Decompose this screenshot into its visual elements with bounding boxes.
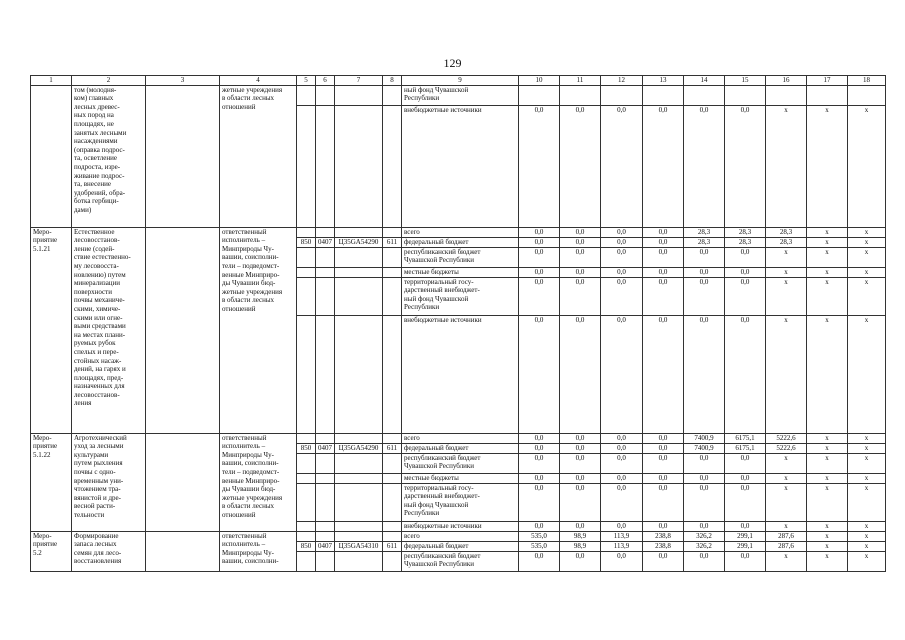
- executor-cell: ответственный исполнитель – Минприроды Чу- вашии, соисполни- тели – подведомст- венные Минприро- ды Чувашии бюд- жетные учреждения в области лесных отношений: [220, 227, 297, 433]
- budget-table: [30, 75, 886, 572]
- budget-code-cell: 611: [383, 443, 402, 453]
- column-number-16: 16: [766, 76, 807, 86]
- value-cell: x: [807, 521, 848, 531]
- column-number-18: 18: [848, 76, 886, 86]
- value-cell: 0,0: [725, 483, 766, 521]
- value-cell: 0,0: [519, 551, 560, 571]
- column-number-2: 2: [72, 76, 146, 86]
- value-cell: 0,0: [684, 453, 725, 473]
- value-cell: 0,0: [560, 247, 601, 267]
- code-cell: [316, 227, 335, 237]
- value-cell: 7400,9: [684, 433, 725, 443]
- value-cell: x: [848, 237, 886, 247]
- value-cell: [807, 85, 848, 105]
- value-cell: x: [766, 551, 807, 571]
- funding-source: всего: [402, 227, 519, 237]
- budget-code-cell: 611: [383, 237, 402, 247]
- value-cell: x: [807, 237, 848, 247]
- value-cell: 28,3: [684, 237, 725, 247]
- budget-code-cell: 611: [383, 541, 402, 551]
- value-cell: x: [807, 541, 848, 551]
- code-cell: [316, 453, 335, 473]
- col-3-empty: [146, 531, 220, 571]
- code-cell: [383, 315, 402, 433]
- value-cell: 0,0: [643, 443, 684, 453]
- code-cell: [335, 531, 383, 541]
- code-cell: [335, 453, 383, 473]
- code-cell: [335, 315, 383, 433]
- value-cell: 28,3: [725, 227, 766, 237]
- value-cell: 299,1: [725, 541, 766, 551]
- value-cell: 0,0: [643, 247, 684, 267]
- value-cell: 299,1: [725, 531, 766, 541]
- value-cell: 0,0: [725, 105, 766, 227]
- value-cell: 0,0: [601, 105, 643, 227]
- measure-name-cell: том (молодня- ком) главных лесных древес- ных пород на площадях, не занятых лесными насаждениями (оправка подрос- та, осветление подроста, изре- живание подрос- та, внесение удобрений, обра- ботка гербици- дами): [72, 85, 146, 227]
- code-cell: [316, 531, 335, 541]
- code-cell: [316, 105, 335, 227]
- value-cell: 0,0: [601, 277, 643, 315]
- col-1-empty: [31, 85, 72, 227]
- column-number-3: 3: [146, 76, 220, 86]
- funding-source: всего: [402, 531, 519, 541]
- column-number-9: 9: [402, 76, 519, 86]
- code-cell: [316, 473, 335, 483]
- value-cell: 326,2: [684, 531, 725, 541]
- column-number-17: 17: [807, 76, 848, 86]
- value-cell: 0,0: [725, 267, 766, 277]
- value-cell: 0,0: [601, 483, 643, 521]
- value-cell: 5222,6: [766, 433, 807, 443]
- value-cell: [766, 85, 807, 105]
- value-cell: [848, 85, 886, 105]
- funding-source: территориальный госу- дарственный внебюджет- ный фонд Чувашской Республики: [402, 277, 519, 315]
- value-cell: 238,8: [643, 541, 684, 551]
- value-cell: 28,3: [684, 227, 725, 237]
- measure-name-cell: Агротехнический уход за лесными культурами путем рыхления почвы с одно- временным уни- чтожением тра- вянистой и дре- весной расти- тельности: [72, 433, 146, 531]
- budget-code-cell: 850: [297, 541, 316, 551]
- value-cell: 98,9: [560, 541, 601, 551]
- code-cell: [297, 453, 316, 473]
- value-cell: 0,0: [519, 105, 560, 227]
- budget-code-cell: 0407: [316, 443, 335, 453]
- value-cell: x: [807, 551, 848, 571]
- funding-source: федеральный бюджет: [402, 541, 519, 551]
- funding-source: ный фонд Чувашской Республики: [402, 85, 519, 105]
- funding-source: внебюджетные источники: [402, 105, 519, 227]
- page-number: 129: [443, 56, 462, 70]
- code-cell: [297, 473, 316, 483]
- value-cell: [725, 85, 766, 105]
- code-cell: [383, 521, 402, 531]
- value-cell: 0,0: [725, 247, 766, 267]
- value-cell: 0,0: [601, 247, 643, 267]
- value-cell: 0,0: [684, 551, 725, 571]
- budget-code-cell: Ц35GA54310: [335, 541, 383, 551]
- measure-name-cell: Формирование запаса лесных семян для лесо- восстановления: [72, 531, 146, 571]
- code-cell: [383, 105, 402, 227]
- value-cell: x: [807, 473, 848, 483]
- col-3-empty: [146, 85, 220, 227]
- column-number-1: 1: [31, 76, 72, 86]
- value-cell: 0,0: [560, 277, 601, 315]
- value-cell: 0,0: [519, 483, 560, 521]
- value-cell: 28,3: [725, 237, 766, 247]
- column-number-14: 14: [684, 76, 725, 86]
- value-cell: 113,9: [601, 531, 643, 541]
- executor-cell: жетные учреждения в области лесных отношений: [220, 85, 297, 227]
- code-cell: [297, 483, 316, 521]
- code-cell: [316, 483, 335, 521]
- value-cell: 0,0: [643, 267, 684, 277]
- value-cell: 0,0: [519, 473, 560, 483]
- code-cell: [316, 277, 335, 315]
- value-cell: x: [848, 551, 886, 571]
- code-cell: [383, 433, 402, 443]
- value-cell: 0,0: [519, 247, 560, 267]
- value-cell: 98,9: [560, 531, 601, 541]
- code-cell: [297, 277, 316, 315]
- value-cell: 0,0: [560, 227, 601, 237]
- value-cell: 0,0: [560, 237, 601, 247]
- value-cell: [601, 85, 643, 105]
- value-cell: 0,0: [560, 551, 601, 571]
- code-cell: [335, 521, 383, 531]
- funding-source: всего: [402, 433, 519, 443]
- code-cell: [383, 483, 402, 521]
- code-cell: [297, 551, 316, 571]
- col-3-empty: [146, 433, 220, 531]
- value-cell: x: [766, 453, 807, 473]
- value-cell: 0,0: [560, 483, 601, 521]
- code-cell: [335, 227, 383, 237]
- value-cell: x: [848, 277, 886, 315]
- value-cell: 0,0: [601, 443, 643, 453]
- value-cell: 0,0: [560, 315, 601, 433]
- measure-number-cell: Меро- приятие 5.1.22: [31, 433, 72, 531]
- value-cell: 0,0: [519, 433, 560, 443]
- value-cell: 0,0: [684, 521, 725, 531]
- code-cell: [297, 247, 316, 267]
- code-cell: [316, 85, 335, 105]
- column-number-12: 12: [601, 76, 643, 86]
- value-cell: x: [848, 453, 886, 473]
- executor-cell: ответственный исполнитель – Минприроды Чу- вашии, соисполни-: [220, 531, 297, 571]
- budget-code-cell: 0407: [316, 541, 335, 551]
- code-cell: [383, 473, 402, 483]
- value-cell: 0,0: [601, 521, 643, 531]
- value-cell: 0,0: [643, 521, 684, 531]
- funding-source: республиканский бюджет Чувашской Республики: [402, 453, 519, 473]
- value-cell: 7400,9: [684, 443, 725, 453]
- value-cell: 0,0: [725, 551, 766, 571]
- code-cell: [316, 247, 335, 267]
- value-cell: x: [766, 483, 807, 521]
- funding-source: республиканский бюджет Чувашской Республики: [402, 247, 519, 267]
- column-number-13: 13: [643, 76, 684, 86]
- table-row: [31, 85, 886, 105]
- value-cell: 0,0: [519, 521, 560, 531]
- value-cell: [643, 85, 684, 105]
- budget-code-cell: Ц35GA54290: [335, 443, 383, 453]
- value-cell: x: [807, 277, 848, 315]
- value-cell: x: [807, 531, 848, 541]
- value-cell: x: [807, 105, 848, 227]
- value-cell: 0,0: [684, 267, 725, 277]
- budget-code-cell: 850: [297, 237, 316, 247]
- code-cell: [297, 227, 316, 237]
- code-cell: [383, 551, 402, 571]
- value-cell: [519, 85, 560, 105]
- code-cell: [297, 85, 316, 105]
- table-row: [31, 433, 886, 443]
- value-cell: 0,0: [643, 483, 684, 521]
- header-row: [31, 76, 886, 86]
- value-cell: 0,0: [643, 105, 684, 227]
- funding-source: местные бюджеты: [402, 473, 519, 483]
- value-cell: 0,0: [643, 473, 684, 483]
- value-cell: x: [807, 443, 848, 453]
- code-cell: [335, 85, 383, 105]
- value-cell: x: [848, 315, 886, 433]
- code-cell: [297, 267, 316, 277]
- budget-code-cell: 850: [297, 443, 316, 453]
- value-cell: 0,0: [560, 433, 601, 443]
- measure-number-cell: Меро- приятие 5.1.21: [31, 227, 72, 433]
- code-cell: [316, 433, 335, 443]
- column-number-11: 11: [560, 76, 601, 86]
- column-number-10: 10: [519, 76, 560, 86]
- measure-name-cell: Естественное лесовосстанов- ление (содей- ствие естественно- му лесовосста- новлению) путем минерализации поверхности почвы механиче- скими, химиче- скими или огне- выми средствами на местах плани- руемых рубок спелых и пере- стойных насаж- дений, на гарях и площадях, пред- назначенных для лесовосстанов- ления: [72, 227, 146, 433]
- value-cell: 0,0: [643, 277, 684, 315]
- value-cell: x: [848, 473, 886, 483]
- value-cell: x: [766, 315, 807, 433]
- code-cell: [335, 247, 383, 267]
- column-number-5: 5: [297, 76, 316, 86]
- value-cell: x: [848, 443, 886, 453]
- value-cell: 0,0: [725, 473, 766, 483]
- code-cell: [335, 433, 383, 443]
- value-cell: 0,0: [684, 105, 725, 227]
- value-cell: 0,0: [560, 267, 601, 277]
- value-cell: x: [807, 315, 848, 433]
- value-cell: x: [848, 531, 886, 541]
- funding-source: территориальный госу- дарственный внебюджет- ный фонд Чувашской Республики: [402, 483, 519, 521]
- value-cell: 0,0: [560, 453, 601, 473]
- value-cell: 0,0: [519, 237, 560, 247]
- code-cell: [316, 267, 335, 277]
- col-3-empty: [146, 227, 220, 433]
- value-cell: x: [848, 247, 886, 267]
- column-number-4: 4: [220, 76, 297, 86]
- value-cell: 535,0: [519, 531, 560, 541]
- funding-source: федеральный бюджет: [402, 237, 519, 247]
- executor-cell: ответственный исполнитель – Минприроды Чу- вашии, соисполни- тели – подведомст- венные Минприро- ды Чувашии бюд- жетные учреждения в области лесных отношений: [220, 433, 297, 531]
- code-cell: [335, 277, 383, 315]
- value-cell: 0,0: [560, 473, 601, 483]
- value-cell: x: [848, 227, 886, 237]
- value-cell: 0,0: [643, 227, 684, 237]
- value-cell: 0,0: [725, 277, 766, 315]
- funding-source: местные бюджеты: [402, 267, 519, 277]
- value-cell: 113,9: [601, 541, 643, 551]
- value-cell: 0,0: [519, 315, 560, 433]
- value-cell: x: [848, 267, 886, 277]
- code-cell: [335, 473, 383, 483]
- value-cell: 0,0: [684, 277, 725, 315]
- code-cell: [297, 521, 316, 531]
- value-cell: 0,0: [643, 237, 684, 247]
- value-cell: 0,0: [560, 443, 601, 453]
- value-cell: 28,3: [766, 237, 807, 247]
- code-cell: [383, 85, 402, 105]
- code-cell: [335, 267, 383, 277]
- code-cell: [335, 551, 383, 571]
- code-cell: [316, 521, 335, 531]
- value-cell: 0,0: [684, 315, 725, 433]
- value-cell: 0,0: [601, 473, 643, 483]
- value-cell: x: [848, 541, 886, 551]
- value-cell: x: [848, 105, 886, 227]
- value-cell: x: [807, 433, 848, 443]
- value-cell: 238,8: [643, 531, 684, 541]
- table-row: [31, 531, 886, 541]
- value-cell: x: [766, 473, 807, 483]
- code-cell: [316, 315, 335, 433]
- value-cell: x: [807, 247, 848, 267]
- value-cell: 0,0: [601, 227, 643, 237]
- value-cell: 0,0: [684, 473, 725, 483]
- value-cell: 0,0: [519, 267, 560, 277]
- value-cell: x: [848, 521, 886, 531]
- value-cell: 0,0: [601, 237, 643, 247]
- code-cell: [316, 551, 335, 571]
- budget-code-cell: Ц35GA54290: [335, 237, 383, 247]
- code-cell: [383, 227, 402, 237]
- column-number-8: 8: [383, 76, 402, 86]
- value-cell: x: [848, 483, 886, 521]
- value-cell: 0,0: [601, 433, 643, 443]
- value-cell: x: [766, 105, 807, 227]
- value-cell: x: [807, 483, 848, 521]
- funding-source: внебюджетные источники: [402, 521, 519, 531]
- measure-number-cell: Меро- приятие 5.2: [31, 531, 72, 571]
- value-cell: 287,6: [766, 531, 807, 541]
- value-cell: x: [766, 267, 807, 277]
- table-row: [31, 227, 886, 237]
- value-cell: 0,0: [684, 247, 725, 267]
- value-cell: 0,0: [684, 483, 725, 521]
- code-cell: [383, 267, 402, 277]
- value-cell: 0,0: [725, 315, 766, 433]
- value-cell: x: [807, 267, 848, 277]
- value-cell: x: [848, 433, 886, 443]
- value-cell: 28,3: [766, 227, 807, 237]
- value-cell: x: [807, 453, 848, 473]
- value-cell: 0,0: [643, 551, 684, 571]
- column-number-7: 7: [335, 76, 383, 86]
- value-cell: 0,0: [643, 453, 684, 473]
- value-cell: 5222,6: [766, 443, 807, 453]
- funding-source: республиканский бюджет Чувашской Республики: [402, 551, 519, 571]
- value-cell: [560, 85, 601, 105]
- code-cell: [297, 315, 316, 433]
- value-cell: 0,0: [519, 443, 560, 453]
- column-number-15: 15: [725, 76, 766, 86]
- code-cell: [335, 483, 383, 521]
- value-cell: 6175,1: [725, 443, 766, 453]
- value-cell: 535,0: [519, 541, 560, 551]
- value-cell: 326,2: [684, 541, 725, 551]
- code-cell: [297, 433, 316, 443]
- value-cell: 6175,1: [725, 433, 766, 443]
- value-cell: 0,0: [725, 521, 766, 531]
- funding-source: внебюджетные источники: [402, 315, 519, 433]
- code-cell: [383, 453, 402, 473]
- value-cell: 0,0: [643, 315, 684, 433]
- value-cell: 0,0: [560, 105, 601, 227]
- value-cell: 0,0: [519, 277, 560, 315]
- value-cell: 0,0: [601, 551, 643, 571]
- budget-code-cell: 0407: [316, 237, 335, 247]
- column-number-6: 6: [316, 76, 335, 86]
- value-cell: 0,0: [519, 453, 560, 473]
- value-cell: x: [807, 227, 848, 237]
- value-cell: 0,0: [643, 433, 684, 443]
- value-cell: 0,0: [519, 227, 560, 237]
- value-cell: x: [766, 277, 807, 315]
- value-cell: 0,0: [601, 267, 643, 277]
- value-cell: 0,0: [601, 453, 643, 473]
- code-cell: [383, 277, 402, 315]
- value-cell: 0,0: [725, 453, 766, 473]
- value-cell: 0,0: [560, 521, 601, 531]
- funding-source: федеральный бюджет: [402, 443, 519, 453]
- code-cell: [383, 247, 402, 267]
- value-cell: 287,6: [766, 541, 807, 551]
- value-cell: x: [766, 521, 807, 531]
- code-cell: [335, 105, 383, 227]
- value-cell: [684, 85, 725, 105]
- value-cell: x: [766, 247, 807, 267]
- code-cell: [383, 531, 402, 541]
- code-cell: [297, 105, 316, 227]
- value-cell: 0,0: [601, 315, 643, 433]
- code-cell: [297, 531, 316, 541]
